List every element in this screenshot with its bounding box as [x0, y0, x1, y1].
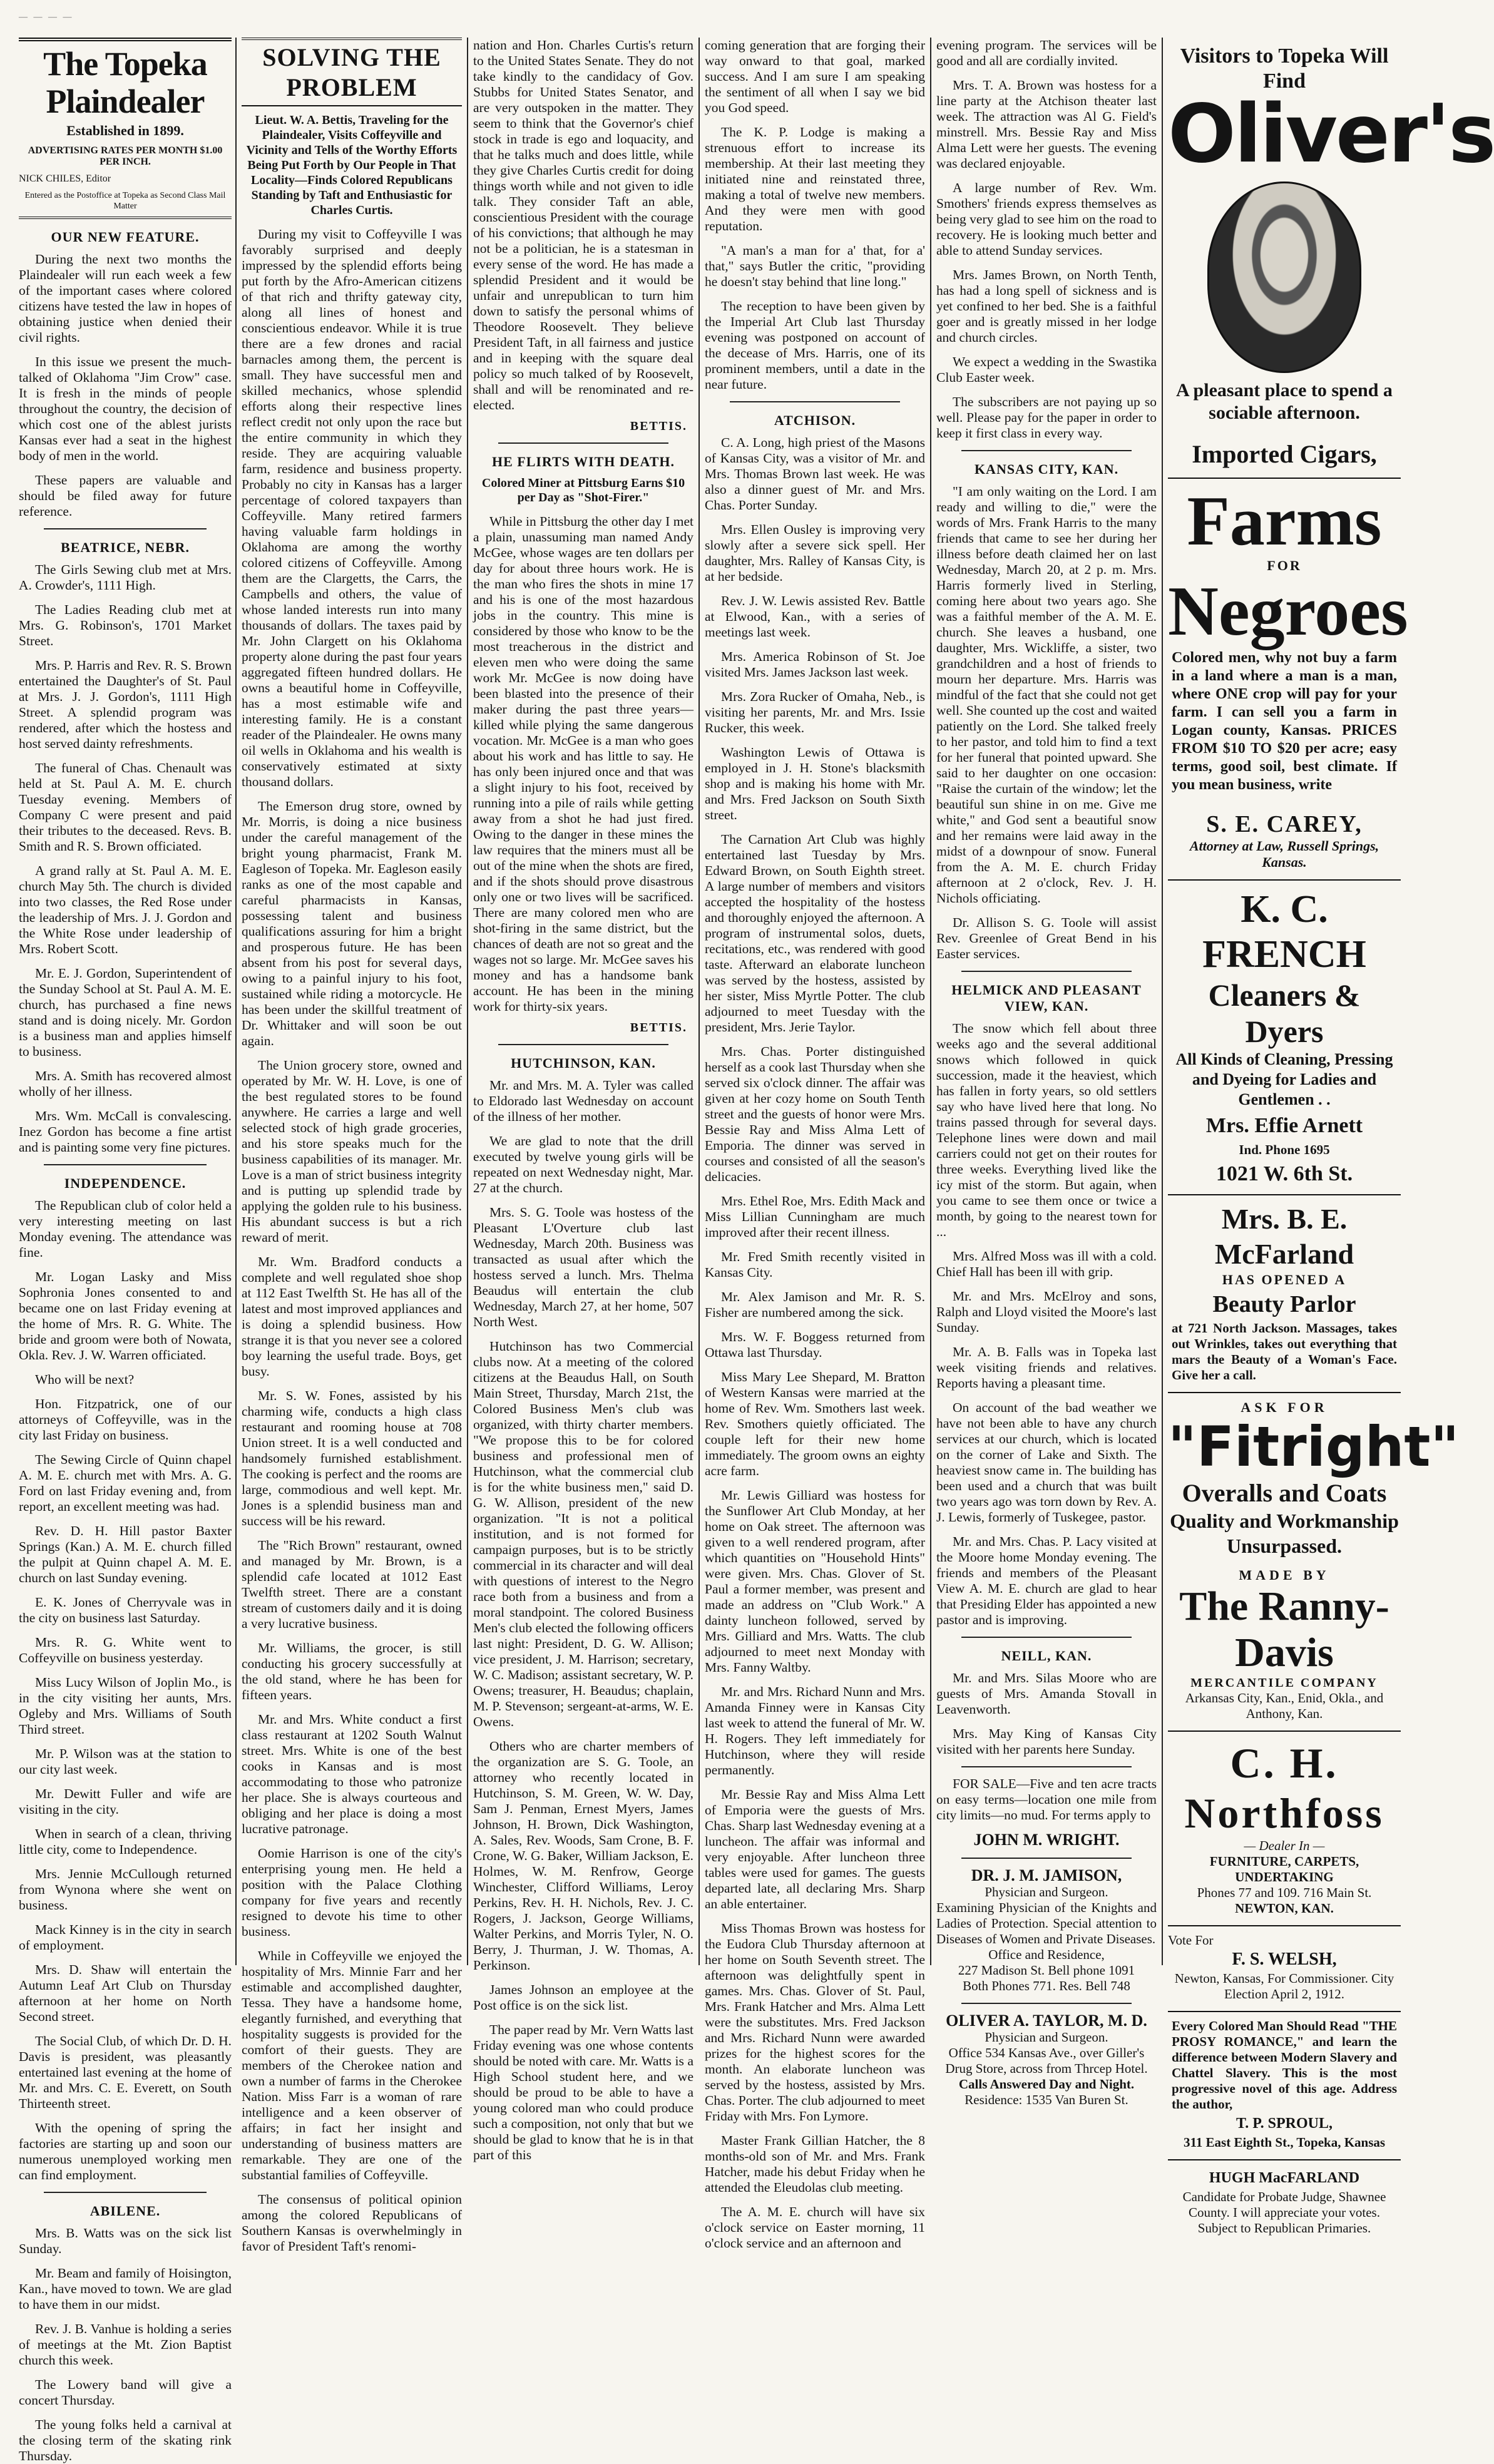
card-jamison: DR. J. M. JAMISON, Physician and Surgeon. Examining Physician of the Knights and Ladies of Protection. Special attention to Diseases of Women and Private Diseases. Office and Residence, 227 Madison St. Bell phone 1091 Both Phones 771. Res. Bell 748	[936, 1866, 1157, 1993]
paragraph: Mr. E. J. Gordon, Superintendent of the Sunday School at St. Paul A. M. E. church, has purchased a fine news stand and is doing nicely. Mr. Gordon is a business man and applies himself to business.	[19, 966, 232, 1059]
paragraph: Mrs. S. G. Toole was hostess of the Pleasant L'Overture club last Wednesday, March 20th. Business was transacted as usual after which the hostess served a lunch. Mrs. Thelma Beaudus will entertain the club Wednesday, March 27, at her home, 507 North West.	[473, 1205, 693, 1329]
paragraph: Master Frank Gillian Hatcher, the 8 months-old son of Mr. and Mrs. Frank Hatcher, made his debut Friday when he attended the Eleudolas club meeting.	[705, 2133, 925, 2195]
ad-mcfarland-title: Mrs. B. E. McFarland	[1214, 1203, 1354, 1270]
masthead-entered: Entered as the Postoffice at Topeka as Second Class Mail Matter	[19, 190, 232, 219]
column-rule	[698, 38, 700, 1965]
paragraph: James Johnson an employee at the Post office is on the sick list.	[473, 1982, 693, 2013]
ad-farms-negroes: Negroes	[1168, 573, 1408, 650]
paragraph: Mr. Alex Jamison and Mr. R. S. Fisher are numbered among the sick.	[705, 1289, 925, 1320]
ad-fitright-title: "Fitright"	[1168, 1414, 1460, 1479]
paragraph: While in Coffeyville we enjoyed the hospitality of Mrs. Minnie Farr and her estimable and accomplished daughter, Tessa. They have a handsome home, elegantly furnished, and everything that hospitality suggests is provided for the comfort of their guests. They are members of the Cherokee nation and own a number of farms in the Cherokee Nation. Miss Farr is a woman of rare intelligence and a keen observer of affairs; in fact her insight and understanding of business matters are remarkable. They are one of the substantial families of Coffeyville.	[242, 1948, 462, 2182]
paragraph: The Girls Sewing club met at Mrs. A. Crowder's, 1111 High.	[19, 562, 232, 593]
paragraph: The paper read by Mr. Vern Watts last Friday evening was one whose contents should be noted with care. Mr. Watts is a High School student here, and we should be proud to be able to have a young colored man who could produce such a composition, not only that but we should be glad to know that he is in that part of this	[473, 2022, 693, 2162]
ad-kc-body: All Kinds of Cleaning, Pressing and Dyeing for Ladies and Gentlemen . .	[1175, 1050, 1393, 1108]
divider	[961, 2003, 1132, 2004]
paragraph: Mrs. Jennie McCullough returned from Wynona where she went on business.	[19, 1866, 232, 1913]
ad-kc-title: K. C. FRENCH	[1202, 888, 1366, 976]
paragraph: With the opening of spring the factories are starting up and soon our numerous unemployed working men can find employment.	[19, 2120, 232, 2182]
paragraph: The young folks held a carnival at the closing term of the skating rink Thursday.	[19, 2417, 232, 2463]
paragraph: Mrs. B. Watts was on the sick list Sunday.	[19, 2226, 232, 2256]
column-1	[19, 38, 232, 2463]
ad-fitright-quality: Quality and Workmanship Unsurpassed.	[1170, 1510, 1399, 1557]
paragraph: Mrs. May King of Kansas City visited with her parents here Sunday.	[936, 1726, 1157, 1757]
paragraph: Mrs. W. F. Boggess returned from Ottawa last Thursday.	[705, 1329, 925, 1360]
ad-fitright-company: The Ranny-Davis	[1179, 1583, 1389, 1675]
paragraph: The Ladies Reading club met at Mrs. G. Robinson's, 1701 Market Street.	[19, 602, 232, 648]
paragraph: Mrs. Chas. Porter distinguished herself as a cook last Thursday when she served six o'clock dinner. The affair was given at her cozy home on South Tenth street and the guests of honor were Mrs. Bessie Ray and Miss Alma Lett of Emporia. The dinner was served in courses and consisted of all the season's delicacies.	[705, 1044, 925, 1184]
paragraph: Mrs. James Brown, on North Tenth, has had a long spell of sickness and is yet confined to her bed. She is a faithful goer and is greatly missed in her lodge and church circles.	[936, 267, 1157, 345]
portrait-image	[1207, 181, 1361, 373]
paragraph: coming generation that are forging their way onward to that goal, marked success. And I am sure I am speaking the sentiment of all when I say we bid you God speed.	[705, 38, 925, 115]
ad-kc-name: Mrs. Effie Arnett	[1205, 1114, 1363, 1137]
paragraph: "A man's a man for a' that, for a' that," says Butler the critic, "providing he doesn't stay behind that line long."	[705, 243, 925, 289]
ad-olivers-tagline: A pleasant place to spend a sociable afternoon.	[1176, 380, 1393, 423]
paragraph: Mr. P. Wilson was at the station to our city last week.	[19, 1746, 232, 1777]
column-3	[473, 38, 693, 2162]
masthead-editor: NICK CHILES, Editor	[19, 173, 111, 184]
paragraph: We expect a wedding in the Swastika Club Easter week.	[936, 354, 1157, 385]
paragraph: Mr. Beam and family of Hoisington, Kan., have moved to town. We are glad to have them in our midst.	[19, 2266, 232, 2312]
paragraph: The Union grocery store, owned and operated by Mr. W. H. Love, is one of the best regulated stores to be found anywhere. He carries a large and well selected stock of high grade groceries, and his store speaks much for the business capabilities of its manager. Mr. Love is a man of strict business integrity and is putting up splendid trade by applying the golden rule to his business. His abundant success is but a rich reward of merit.	[242, 1058, 462, 1245]
paragraph: On account of the bad weather we have not been able to have any church services at our church, which is located on the corner of Lake and Sixth. The heaviest snow came in. The building has been used and a church that was built two years ago was torn down by Rev. A. J. Lewis, formerly of Tuskegee, pastor.	[936, 1400, 1157, 1525]
paragraph: Mrs. Ellen Ousley is improving very slowly after a severe sick spell. Her daughter, Mrs. Ralley of Kansas City, is at her bedside.	[705, 522, 925, 584]
paragraph: Rev. J. B. Vanhue is holding a series of meetings at the Mt. Zion Baptist church this week.	[19, 2321, 232, 2368]
paragraph: nation and Hon. Charles Curtis's return to the United States Senate. They do not take kindly to the candidacy of Gov. Stubbs for United States Senator, and are very outspoken in the matter. They seem to think that the Governor's chief stock in trade is ego and loquacity, and that he talks much and does little, while they give Charles Curtis credit for doing things worth while and not given to idle talk. They consider Taft an able, conscientious President with the courage of his convictions; that although he may not be a politician, he is a statesman in every sense of the word. He has made a splendid President and it would be unfair and unrepublican to turn him down to satisfy the personal whims of Theodore Roosevelt. They believe President Taft, in all fairness and justice and in keeping with the square deal policy so much talked of by Roosevelt, shall and will be renominated and re-elected.	[473, 38, 693, 412]
paragraph: During my visit to Coffeyville I was favorably surprised and deeply impressed by the splendid efforts being put forth by the Afro-American citizens of that rich and thrifty gateway city, along all lines of honest and conscientious endeavor. While it is true there are a few drones and racial barnacles among them, the percent is small. They have successful men and skilled mechanics, whose splendid efforts along their respective lines reflect credit not only upon the race but the entire community in which they reside. They are acquiring valuable farm, residence and business property. Probably no city in Kansas has a larger percentage of colored taxpayers than Coffeyville. Many retired farmers having valuable farm holdings in Oklahoma are among the worthy colored citizens of Coffeyville. Among them are the Clargetts, the Carrs, the Campbells and others, the value of whose landed interests run into many thousands of dollars. The taxes paid by Mr. John Clargett on his Oklahoma property alone during the past four years aggregated fifteen hundred dollars. He owns a beautiful home in Coffeyville, has a most estimable wife and interesting family. He is a constant reader of the Plaindealer. He owns many oil wells in Oklahoma and his wealth is conservatively estimated at sixty thousand dollars.	[242, 227, 462, 789]
ad-northfoss-phones: Phones 77 and 109. 716 Main St.	[1197, 1885, 1372, 1900]
section-heading: HELMICK AND PLEASANT VIEW, KAN.	[951, 982, 1142, 1014]
paragraph: Mr. and Mrs. Chas. P. Lacy visited at the Moore home Monday evening. The friends and members of the Pleasant View A. M. E. church are glad to hear that Presiding Elder has appointed a new pastor and is improving.	[936, 1534, 1157, 1627]
paragraph: Mrs. Wm. McCall is convalescing. Inez Gordon has become a fine artist and is painting some very fine pictures.	[19, 1108, 232, 1155]
divider	[44, 528, 207, 529]
ad-mcfarland	[1168, 1195, 1401, 1393]
classified-name: JOHN M. WRIGHT.	[973, 1831, 1120, 1849]
paragraph: Oomie Harrison is one of the city's enterprising young men. He held a position with the Palace Clothing company for five years and recently resigned to devote his time to other business.	[242, 1846, 462, 1939]
divider	[961, 1766, 1132, 1767]
paragraph: When in search of a clean, thriving little city, come to Independence.	[19, 1826, 232, 1857]
section-heading: HE FLIRTS WITH DEATH.	[491, 454, 675, 469]
ad-welsh-body: Newton, Kansas, For Commissioner. City Election April 2, 1912.	[1174, 1971, 1394, 2001]
paragraph: The Republican club of color held a very interesting meeting on last Monday evening. The attendance was fine.	[19, 1198, 232, 1260]
paragraph: Mrs. T. A. Brown was hostess for a line party at the Atchison theater last week. The attraction was Al G. Field's minstrell. Mrs. Bessie Ray and Miss Alma Lett were her guests. The evening was declared enjoyable.	[936, 78, 1157, 171]
ad-mcfarland-beauty: Beauty Parlor	[1212, 1291, 1356, 1317]
paragraph: "I am only waiting on the Lord. I am ready and willing to die," were the words of Mrs. Frank Harris to the many friends that came to see her during her illness before death claimed her on last Wednesday, March 20, at 2 p. m. Mrs. Harris formerly lived in Sterling, coming here about two years ago. She was a faithful member of the A. M. E. church. She leaves a husband, one daughter, Mrs. Wickliffe, a sister, two grandchildren and a host of friends to mourn her departure. Mrs. Harris was mindful of the fact that she could not get well. She counted up the cost and waited patiently on the Lord. She talked freely to her pastor, and told him to find a text for her funeral that pointed upward. She said to her daughter on one occasion: "Raise the curtain of the window; let the beautiful sun shine in on me. Give me white," and God sent a beautiful snow and her remains were laid away in the midst of a downpour of snow. Funeral from the A. M. E. church Friday afternoon at 2 o'clock, Rev. J. H. Nichols officiating.	[936, 484, 1157, 906]
ad-romance-author: T. P. SPROUL,	[1236, 2115, 1333, 2132]
ad-northfoss	[1168, 1732, 1401, 1926]
ad-northfoss-dealer: — Dealer In —	[1244, 1838, 1325, 1853]
paragraph: Mack Kinney is in the city in search of employment.	[19, 1922, 232, 1953]
divider	[961, 450, 1132, 451]
column-2	[242, 38, 462, 2254]
paragraph: The A. M. E. church will have six o'clock service on Easter morning, 11 o'clock service and an afternoon and	[705, 2204, 925, 2251]
section-heading: NEILL, KAN.	[1001, 1648, 1092, 1664]
divider	[44, 1164, 207, 1165]
ad-welsh-vote: Vote For	[1168, 1933, 1214, 1948]
ad-farms-attorney: Attorney at Law, Russell Springs, Kansas.	[1189, 838, 1379, 870]
ad-northfoss-title: C. H. Northfoss	[1184, 1739, 1384, 1837]
article-deck: Lieut. W. A. Bettis, Traveling for the Plaindealer, Visits Coffeyville and Vicinity and Tells of the Worthy Efforts Being Put Forth by Our People in That Locality—Finds Colored Republicans Standing by Taft and Enthusiastic for Charles Curtis.	[246, 113, 458, 217]
byline: BETTIS.	[630, 419, 687, 433]
paragraph: The Carnation Art Club was highly entertained last Tuesday by Mrs. Edward Brown, on South Eighth street. A large number of members and visitors accepted the hospitality of the hostess and thoroughly enjoyed the afternoon. A program of instrumental solos, duets, recitations, etc., was rendered with good taste. Afterward an elaborate luncheon was served by the hostess, assisted by her sister, Miss Myrtle Potter. The club adjourned to meet Tuesday with the president, Mrs. Jerie Taylor.	[705, 832, 925, 1035]
section-subheading: Colored Miner at Pittsburg Earns $10 per Day as "Shot-Firer."	[481, 476, 685, 504]
paragraph: Mr. Williams, the grocer, is still conducting his grocery successfully at the old stand, where he has been for fifteen years.	[242, 1640, 462, 1702]
paragraph: Mr. Logan Lasky and Miss Sophronia Jones consented to and became one on last Friday evening at the home of Mrs. R. G. White. The bride and groom were both of Nowata, Okla. Rev. J. W. Warren officiated.	[19, 1269, 232, 1362]
paragraph: Rev. J. W. Lewis assisted Rev. Battle at Elwood, Kan., with a series of meetings last week.	[705, 593, 925, 640]
paragraph: Who will be next?	[35, 1372, 135, 1387]
paragraph: Mr. Fred Smith recently visited in Kansas City.	[705, 1249, 925, 1280]
ad-kc-french	[1168, 881, 1401, 1195]
ad-macfarland-body: Candidate for Probate Judge, Shawnee County. I will appreciate your votes. Subject to Republican Primaries.	[1182, 2189, 1386, 2236]
ad-olivers	[1168, 38, 1494, 479]
paragraph: The "Rich Brown" restaurant, owned and managed by Mr. Brown, is a splendid cafe located at 1012 East Twelfth street. There are a constant stream of customers daily and it is doing a very lucrative business.	[242, 1538, 462, 1631]
paragraph: Miss Mary Lee Shepard, M. Bratton of Western Kansas were married at the home of Rev. Wm. Smothers last week. Rev. Smothers quietly officiated. The couple left for their new home immediately. The groom owns an eighty acre farm.	[705, 1369, 925, 1478]
paragraph: In this issue we present the much-talked of Oklahoma "Jim Crow" case. It is fresh in the minds of people throughout the country, the decision of which cost one of the ablest jurists Kansas ever had a seat in the highest body of men in the world.	[19, 354, 232, 463]
column-rule	[235, 38, 237, 1965]
masthead-established: Established in 1899.	[66, 123, 184, 138]
ad-romance-address: 311 East Eighth St., Topeka, Kansas	[1183, 2135, 1386, 2150]
paragraph: Mr. and Mrs. White conduct a first class restaurant at 1202 South Walnut street. Mrs. White is one of the best cooks in Kansas and is most accommodating to those who patronize her place. She is always courteous and obliging and her place is doing a most lucrative patronage.	[242, 1712, 462, 1836]
divider	[730, 401, 900, 402]
divider	[961, 1858, 1132, 1859]
paragraph: Others who are charter members of the organization are S. G. Toole, an attorney who recently located in Hutchinson, S. M. Green, W. W. Day, Sam J. Penman, Ernest Myers, James Johnson, H. Brown, Dick Washington, A. Sales, Rev. Woods, Sam Crone, B. F. Crone, W. G. Baker, William Jackson, E. Holmes, W. M. Renfrow, George Winchester, Clifford Williams, Leroy Perkins, Rev. H. H. Nichols, Rev. J. C. Rogers, J. Jackson, George Williams, Walter Perkins, and Morris Tyler, N. O. Berry, J. Thurman, J. W. Thomas, A. Perkinson.	[473, 1739, 693, 1973]
column-rule	[467, 38, 468, 1965]
paragraph: Mr. Lewis Gilliard was hostess for the Sunflower Art Club Monday, at her home on Oak street. The afternoon was given to a well rendered program, after which quantities on "Household Hints" were given. Mrs. Chas. Glover of St. Paul a former member, was present and made an address on "Club Work." A dainty luncheon followed, served by Mrs. Gilliard and Mrs. Watts. The club adjourned to meet next Monday with Mrs. Fanny Waltby.	[705, 1488, 925, 1675]
ad-romance-body: Every Colored Man Should Read "THE PROSY ROMANCE," and learn the difference between Modern Slavery and Chattel Slavery. This is the most progressive novel of this age. Address the author,	[1172, 2018, 1397, 2112]
paragraph: During the next two months the Plaindealer will run each week a few of the important cases where colored citizens have tested the law in hopes of obtaining justice when denied their civil rights.	[19, 252, 232, 345]
paragraph: Rev. D. H. Hill pastor Baxter Springs (Kan.) A. M. E. church filled the pulpit at Quinn chapel A. M. E. church on last Sunday evening.	[19, 1523, 232, 1585]
newspaper-page	[19, 13, 1494, 2463]
paragraph: The snow which fell about three weeks ago and the several additional snows which followed in quick succession, made it the heaviest, which has fallen in forty years, so old settlers say who have lived here that long. No trains passed through for several days. Telephone lines were down and mail carriers could not get on their routes for three weeks. Everything lived like the icy mist of the storm. But again, when you came to see them once or twice a month, by going to the nearest town for ...	[936, 1021, 1157, 1239]
paragraph: Hon. Fitzpatrick, one of our attorneys of Coffeyville, was in the city last Friday on business.	[19, 1396, 232, 1443]
ad-romance	[1168, 2012, 1401, 2160]
ad-visitors-text: Visitors to Topeka Will Find	[1180, 44, 1389, 93]
ad-fitright	[1168, 1393, 1460, 1732]
section-heading: OUR NEW FEATURE.	[51, 229, 200, 245]
paragraph: Mr. Wm. Bradford conducts a complete and well regulated shoe shop at 112 East Twelfth St. He has all of the latest and most improved appliances and is doing a splendid business. How strange it is that you never see a colored boy learning the useful trade. Boys, get busy.	[242, 1254, 462, 1379]
paragraph: C. A. Long, high priest of the Masons of Kansas City, was a visitor of Mr. and Mrs. Thomas Brown last week. He was also a dinner guest of Mr. and Mrs. Chas. Porter Sunday.	[705, 435, 925, 513]
paragraph: The Social Club, of which Dr. D. H. Davis is president, was pleasantly entertained last evening at the home of Mr. and Mrs. C. E. Everett, on South Thirteenth street.	[19, 2033, 232, 2111]
card-taylor: OLIVER A. TAYLOR, M. D. Physician and Surgeon. Office 534 Kansas Ave., over Giller's Drug Store, across from Thrcep Hotel. Calls Answered Day and Night. Residence: 1535 Van Buren St.	[945, 2012, 1148, 2107]
paragraph: Mr. Bessie Ray and Miss Alma Lett of Emporia were the guests of Mrs. Chas. Sharp last Wednesday evening at a luncheon. The affair was informal and very enjoyable. After luncheon three tables were used for games. The guests departed late, all declaring Mrs. Sharp an able entertainer.	[705, 1787, 925, 1911]
section-heading: ABILENE.	[90, 2203, 161, 2219]
ad-fitright-made-by: MADE BY	[1239, 1567, 1330, 1583]
column-5	[936, 38, 1157, 2107]
paragraph: Mrs. America Robinson of St. Joe visited Mrs. James Jackson last week.	[705, 649, 925, 680]
article-headline: SOLVING THE PROBLEM	[242, 38, 462, 106]
ad-kc-phone: Ind. Phone 1695	[1239, 1142, 1330, 1157]
ad-farms-body: Colored men, why not buy a farm in a land where a man is a man, where ONE crop will pay for your farm. I can sell you a farm in Logan county, Kansas. PRICES FROM $10 TO $20 per acre; easy terms, good soil, best climate. If you mean business, write	[1172, 650, 1397, 793]
paragraph: We are glad to note that the drill executed by twelve young girls will be repeated on next Wednesday night, Mar. 27 at the church.	[473, 1133, 693, 1195]
ad-macfarland-name: HUGH MacFARLAND	[1209, 2170, 1360, 2186]
ad-northfoss-goods: FURNITURE, CARPETS, UNDERTAKING	[1209, 1854, 1359, 1884]
ad-fitright-places: Arkansas City, Kan., Enid, Okla., and Anthony, Kan.	[1185, 1690, 1384, 1721]
ad-fitright-overalls: Overalls and Coats	[1182, 1479, 1387, 1507]
divider	[498, 442, 668, 444]
ad-farms	[1168, 479, 1408, 881]
ad-kc-address: 1021 W. 6th St.	[1215, 1162, 1353, 1185]
column-rule	[1162, 38, 1163, 1965]
column-4	[705, 38, 925, 2251]
ad-macfarland	[1168, 2160, 1401, 2245]
paragraph: Washington Lewis of Ottawa is employed in J. H. Stone's blacksmith shop and is making his home with Mr. and Mrs. Fred Jackson on South Sixth street.	[705, 745, 925, 822]
divider	[961, 1637, 1132, 1638]
paragraph: Mr. and Mrs. Silas Moore who are guests of Mrs. Amanda Stovall in Leavenworth.	[936, 1670, 1157, 1717]
paragraph: E. K. Jones of Cherryvale was in the city on business last Saturday.	[19, 1595, 232, 1625]
section-heading: ATCHISON.	[774, 412, 856, 428]
paragraph: A grand rally at St. Paul A. M. E. church May 5th. The church is divided into two classes, the Red Rose under the leadership of Mrs. J. J. Gordon and the White Rose under leadership of Mrs. Robert Scott.	[19, 863, 232, 956]
section-heading: BEATRICE, NEBR.	[61, 539, 190, 555]
divider	[498, 1044, 668, 1045]
paragraph: Hutchinson has two Commercial clubs now. At a meeting of the colored citizens at the Beaudus Hall, on South Main Street, Thursday, March 21st, the Colored Business Men's club was organized, with thirty charter members. "We propose this to be for colored business and professional men of Hutchinson, what the commercial club is for the white business men," said D. G. W. Allison, president of the new organization. "It is not a political institution, and is not formed for campaign purposes, but is to be strictly commercial in its character and will deal with questions of interest to the Negro race both from a business and from a moral standpoint. The colored Business Men's club elected the following officers last night: President, D. G. W. Allison; vice president, J. M. Harrison; secretary, W. C. Madison; assistant secretary, W. P. Owens; treasurer, H. Beaudus; chaplain, M. P. Stevenson; sergeant-at-arms, W. E. Owens.	[473, 1339, 693, 1729]
paragraph: Miss Thomas Brown was hostess for the Eudora Club Thursday afternoon at her home on South Seventh street. The afternoon was delightfully spent in games. Mrs. Chas. Glover of St. Paul, Mrs. Frank Hatcher and Mrs. Alma Lett were the substitutes. Mrs. Fred Jackson and Mrs. Richard Nunn were awarded prizes for the highest scores for the month. An elaborate luncheon was served by the hostess, assisted by Mrs. Chas. Porter. The club adjourned to meet Friday with Mrs. Fon Lymore.	[705, 1921, 925, 2124]
section-heading: HUTCHINSON, KAN.	[511, 1055, 656, 1071]
ad-welsh-name: F. S. WELSH,	[1232, 1950, 1337, 1969]
top-strip: — — — —	[19, 13, 74, 22]
masthead-title: The Topeka Plaindealer	[19, 38, 232, 120]
section-heading: KANSAS CITY, KAN.	[974, 461, 1119, 477]
ad-fitright-ask: ASK FOR	[1241, 1399, 1328, 1415]
divider	[961, 971, 1132, 972]
ad-mcfarland-body: at 721 North Jackson. Massages, takes out Wrinkles, takes out everything that mars the Beauty of a Woman's Face. Give her a call.	[1172, 1321, 1397, 1383]
paragraph: Mrs. Zora Rucker of Omaha, Neb., is visiting her parents, Mr. and Mrs. Issie Rucker, this week.	[705, 689, 925, 735]
section-heading: INDEPENDENCE.	[64, 1175, 187, 1191]
paragraph: Mr. and Mrs. Richard Nunn and Mrs. Amanda Finney were in Kansas City last week to attend the funeral of Mr. W. H. Rogers. They left immediately for Hutchinson, where they will reside permanently.	[705, 1684, 925, 1777]
paragraph: Mrs. A. Smith has recovered almost wholly of her illness.	[19, 1068, 232, 1099]
paragraph: Mrs. P. Harris and Rev. R. S. Brown entertained the Daughter's of St. Paul at Mrs. J. J. Gordon's, 1111 High Street. A splendid program was rendered, after which the hostess and host served dainty refreshments.	[19, 658, 232, 751]
column-rule	[930, 38, 931, 1965]
paragraph: Mr. and Mrs. McElroy and sons, Ralph and Lloyd visited the Moore's last Sunday.	[936, 1289, 1157, 1335]
ad-farms-name: S. E. CAREY,	[1206, 811, 1363, 837]
paragraph: The subscribers are not paying up so well. Please pay for the paper in order to keep it first class in every way.	[936, 394, 1157, 441]
paragraph: The Emerson drug store, owned by Mr. Morris, is doing a nice business under the careful management of the bright young pharmacist, Frank M. Eagleson of Topeka. Mr. Eagleson easily ranks as one of the most capable and careful pharmacists in Kansas, possessing talent and business qualifications assuring for him a bright and prosperous future. He has been absent from his post for several days, owing to a painful injury to his foot, sustained while riding a motorcycle. He has been under the skillful treatment of Dr. Whittaker and will soon be out again.	[242, 799, 462, 1048]
paragraph: The reception to have been given by the Imperial Art Club last Thursday evening was postponed on account of the decease of Mrs. Harris, one of its prominent members, until a date in the near future.	[705, 299, 925, 392]
divider	[44, 2192, 207, 2193]
classified-ad: FOR SALE—Five and ten acre tracts on easy terms—location one mile from city limits—no mud. For terms apply to	[936, 1776, 1157, 1822]
paragraph: Mrs. R. G. White went to Coffeyville on business yesterday.	[19, 1635, 232, 1665]
ad-mcfarland-opened: HAS OPENED A	[1222, 1272, 1347, 1287]
column-6-ads	[1168, 38, 1494, 2236]
paragraph: Mrs. D. Shaw will entertain the Autumn Leaf Art Club on Thursday afternoon at her home on North Second street.	[19, 1962, 232, 2024]
paragraph: The consensus of political opinion among the colored Republicans of Southern Kansas is overwhelmingly in favor of President Taft's renomi-	[242, 2192, 462, 2254]
paragraph: The funeral of Chas. Chenault was held at St. Paul A. M. E. church Tuesday evening. Members of Company C were present and paid their tributes to the deceased. Revs. B. Smith and R. S. Brown officiated.	[19, 760, 232, 854]
paragraph: Mr. and Mrs. M. A. Tyler was called to Eldorado last Wednesday on account of the illness of her mother.	[473, 1078, 693, 1124]
paragraph: These papers are valuable and should be filed away for future reference.	[19, 473, 232, 519]
paragraph: Mr. A. B. Falls was in Topeka last week visiting friends and relatives. Reports having a pleasant time.	[936, 1344, 1157, 1391]
byline: BETTIS.	[630, 1021, 687, 1035]
paragraph: Miss Lucy Wilson of Joplin Mo., is in the city visiting her aunts, Mrs. Ogleby and Mrs. Williams of South Third street.	[19, 1675, 232, 1737]
paragraph: Mr. Dewitt Fuller and wife are visiting in the city.	[19, 1786, 232, 1817]
paragraph: Mrs. Alfred Moss was ill with a cold. Chief Hall has been ill with grip.	[936, 1249, 1157, 1279]
paragraph: evening program. The services will be good and all are cordially invited.	[936, 38, 1157, 68]
paragraph: While in Pittsburg the other day I met a plain, unassuming man named Andy McGee, whose wages are ten dollars per day for about three hours work. He is the man who fires the shots in mine 17 and his is one of the most hazardous jobs in the country. This mine is considered by those who know to be the most treacherous in the district and eleven men who were doing the same work Mr. McGee is now doing have been blasted into the presence of their maker during the past three years—killed while plying the same dangerous vocation. Mr. McGee is a man who goes about his work and has little to say. He has only been injured once and that was a slight injury to his foot, received by running into a pile of rails while getting away from a shot he had just fired. Owing to the danger in these mines the law requires that the miners must all be out of the mine when the shots are fired, and if the shots should prove disastrous only one or two lives will be sacrificed. There are many colored men who are shot-firing in the same district, but the chances of death are not so great and the wages not so large. Mr. McGee saves his money and has a handsome bank account. He has been in the mining work for thirty-six years.	[473, 514, 693, 1014]
ad-farms-title: Farms	[1187, 483, 1382, 560]
paragraph: A large number of Rev. Wm. Smothers' friends express themselves as being very glad to see him on the road to recovery. He is looking much better and able to attend Sunday services.	[936, 180, 1157, 258]
ad-northfoss-city: NEWTON, KAN.	[1235, 1901, 1334, 1916]
paragraph: Mrs. Ethel Roe, Mrs. Edith Mack and Miss Lillian Cunningham are much improved after their recent illness.	[705, 1194, 925, 1240]
paragraph: The Sewing Circle of Quinn chapel A. M. E. church met with Mrs. A. G. Ford on last Friday evening and, from report, an excellent meeting was had.	[19, 1452, 232, 1514]
ad-olivers-cigars: Imported Cigars,	[1192, 440, 1377, 468]
ad-fitright-mercantile: MERCANTILE COMPANY	[1190, 1676, 1378, 1690]
masthead-rates: ADVERTISING RATES PER MONTH $1.00 PER INCH.	[28, 145, 223, 167]
ad-farms-for: FOR	[1267, 558, 1302, 573]
paragraph: The K. P. Lodge is making a strenuous effort to increase its membership. At their last meeting they initiated nine and reinstated three, making a total of twelve new members. And they were men with good reputation.	[705, 125, 925, 233]
ad-kc-subtitle: Cleaners & Dyers	[1208, 978, 1361, 1049]
paragraph: The Lowery band will give a concert Thursday.	[19, 2377, 232, 2408]
paragraph: Dr. Allison S. G. Toole will assist Rev. Greenlee of Great Bend in his Easter services.	[936, 915, 1157, 961]
paragraph: Mr. S. W. Fones, assisted by his charming wife, conducts a high class restaurant and rooming house at 708 Union street. It is a well conducted and handsomely furnished establishment. The cooking is perfect and the rooms are large, commodious and well kept. Mr. Jones is a splendid business man and success will be his reward.	[242, 1388, 462, 1528]
ad-olivers-title: Oliver's	[1168, 88, 1494, 181]
ad-welsh	[1168, 1926, 1401, 2012]
